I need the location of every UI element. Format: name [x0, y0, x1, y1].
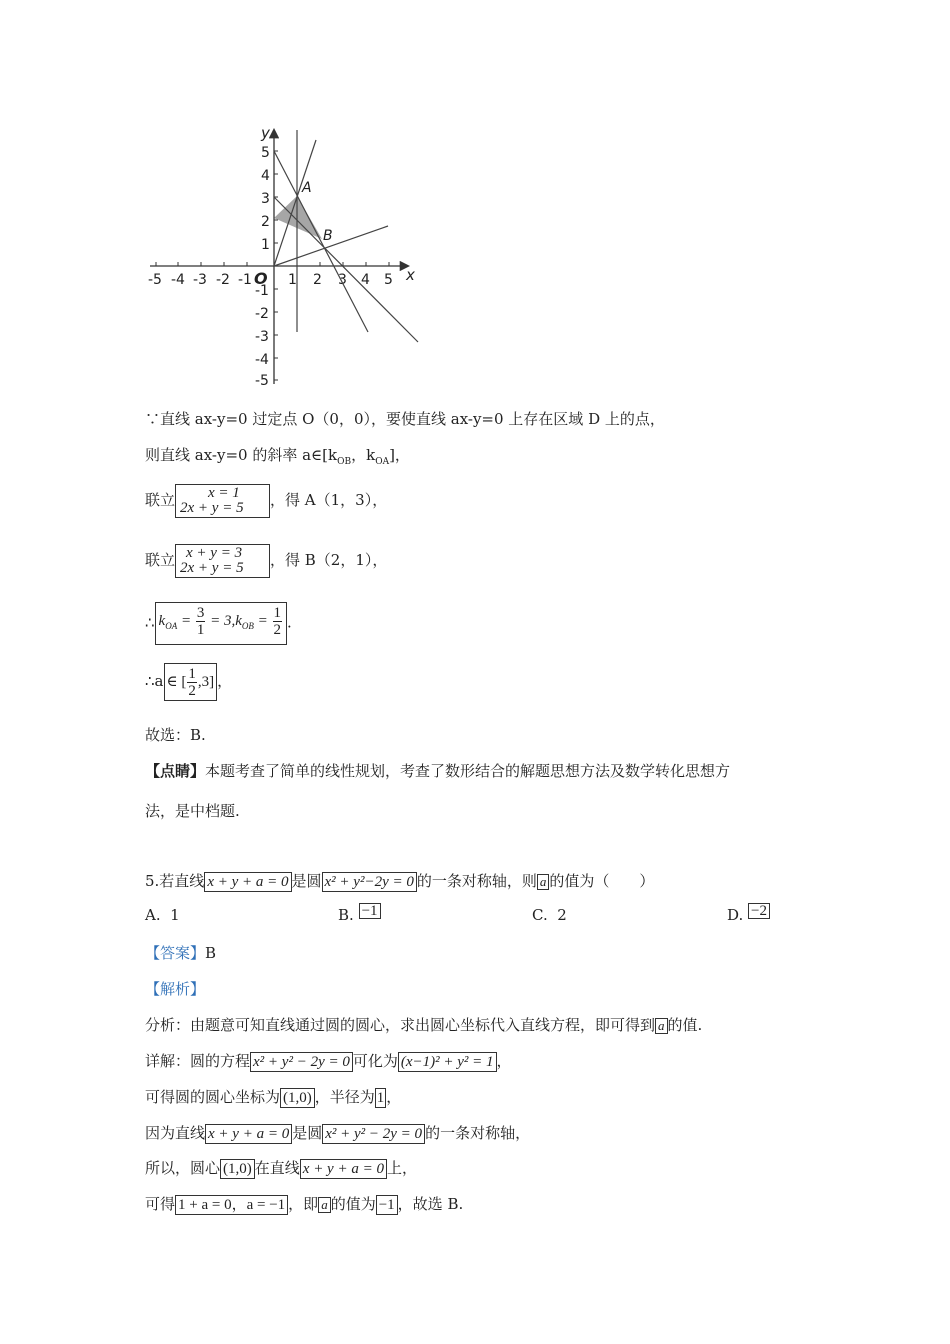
- circle-text: 是圆: [292, 1124, 323, 1142]
- y-tick-label: 1: [261, 237, 270, 253]
- y-tick-label: -4: [255, 352, 269, 368]
- answer-value: B: [205, 944, 217, 962]
- sub-oa: OA: [165, 621, 178, 631]
- on-text: 上，: [386, 1159, 417, 1177]
- analysis-tag-line: [145, 978, 205, 1000]
- point-a-label: A: [302, 180, 312, 196]
- x-tick-label: -2: [216, 272, 230, 288]
- y-tick-label: -3: [255, 329, 269, 345]
- x-tick-label: 2: [313, 272, 322, 288]
- circle-equation: x² + y² − 2y = 0: [250, 1052, 353, 1072]
- radius-value: 1: [376, 1090, 385, 1106]
- y-axis-label: y: [261, 124, 270, 142]
- comma: ，: [386, 1088, 402, 1106]
- detail-line-2: [145, 1086, 401, 1108]
- y-tick-label: 3: [261, 191, 270, 207]
- line-equation: x + y + a = 0: [300, 1159, 387, 1179]
- answer-tag: 【答案】: [145, 944, 206, 962]
- lianli-label: 联立: [145, 551, 176, 569]
- x-axis-label: x: [406, 266, 415, 284]
- coordinate-graph: [140, 122, 440, 392]
- solution-value: −1: [376, 1195, 398, 1215]
- therefore-a: ∴a: [145, 672, 164, 690]
- sub-ob: OB: [337, 457, 352, 467]
- equation-system-a: [175, 484, 270, 518]
- circle-equation: x² + y²−2y = 0: [322, 872, 417, 892]
- y-tick-label: 2: [261, 214, 270, 230]
- analysis-suffix: 的值.: [667, 1016, 703, 1034]
- k-symbol: k: [235, 613, 242, 629]
- get-text: 可得: [145, 1195, 176, 1213]
- value-text: 的值为: [330, 1195, 376, 1213]
- range-formula: [164, 663, 218, 701]
- therefore-symbol: ∴: [145, 613, 155, 632]
- radius-text: ，半径为: [314, 1088, 375, 1106]
- x-tick-label: -4: [171, 272, 185, 288]
- x-tick-label: 3: [338, 272, 347, 288]
- q5-suffix: 的值为（ ）: [549, 872, 655, 890]
- fraction: $\frac{1}{2}$: [273, 605, 282, 639]
- slope-range-end: ]，: [389, 446, 410, 464]
- range-end: ,3]: [197, 674, 215, 690]
- equation-system-b: [175, 544, 270, 578]
- k-symbol: k: [158, 613, 166, 629]
- detail-line-1: [145, 1050, 512, 1072]
- origin-label: O: [254, 269, 268, 288]
- q5-prefix: 5.若直线: [145, 872, 205, 890]
- comma: ，: [217, 672, 233, 690]
- detail-line-4: [145, 1157, 417, 1179]
- circle-equation: x² + y² − 2y = 0: [322, 1124, 425, 1144]
- sub-ob: OB: [241, 621, 254, 631]
- equals: =: [253, 613, 272, 629]
- equation: x = 1: [208, 485, 240, 501]
- analysis-line: [145, 1014, 702, 1036]
- sub-oa: OA: [375, 457, 390, 467]
- x-tick-label: 4: [361, 272, 370, 288]
- analysis-tag: 【解析】: [145, 980, 206, 998]
- result-b: ，得 B（2，1），: [270, 551, 388, 569]
- dianjing-text: 本题考查了简单的线性规划，考查了数形结合的解题思想方法及数学转化思想方: [205, 762, 731, 780]
- slope-formula: [155, 602, 287, 645]
- option-d[interactable]: D. −2: [727, 906, 770, 924]
- line-equation: x + y + a = 0: [205, 1124, 292, 1144]
- period: .: [287, 613, 292, 632]
- y-tick-label: -2: [255, 306, 269, 322]
- x-tick-label: -3: [193, 272, 207, 288]
- feasible-region: [274, 196, 322, 239]
- option-a[interactable]: A. 1: [145, 906, 180, 924]
- option-c[interactable]: C. 2: [532, 906, 567, 924]
- x-tick-label: -5: [148, 272, 162, 288]
- center-coords: (1,0): [280, 1088, 315, 1108]
- text-line-4: [145, 544, 387, 578]
- text-line-8: [145, 760, 730, 782]
- fraction: $\frac{3}{1}$: [196, 605, 205, 639]
- x-tick-label: -1: [238, 272, 252, 288]
- line-x-y-3: [274, 197, 418, 342]
- standard-form-equation: (x−1)² + y² = 1: [398, 1052, 497, 1072]
- analysis-text: 分析：由题意可知直线通过圆的圆心，求出圆心坐标代入直线方程，即可得到: [145, 1016, 656, 1034]
- because-text: 因为直线: [145, 1124, 206, 1142]
- equation: x + y = 3: [186, 545, 243, 561]
- detail-line-3: [145, 1122, 530, 1144]
- y-tick-label: -1: [255, 283, 269, 299]
- option-b[interactable]: B. −1: [338, 906, 381, 924]
- var-a: a: [655, 1018, 668, 1034]
- detail-mid: 可化为: [352, 1052, 398, 1070]
- so-text: 所以，圆心: [145, 1159, 221, 1177]
- x-tick-label: 5: [384, 272, 393, 288]
- axis-text: 的一条对称轴，: [425, 1124, 531, 1142]
- detail-prefix: 详解：圆的方程: [145, 1052, 251, 1070]
- text-line-2: [145, 444, 410, 473]
- line-equation: x + y + a = 0: [204, 872, 291, 892]
- x-tick-label: 1: [288, 272, 297, 288]
- equation: 2x + y = 5: [180, 560, 244, 576]
- comma: ，: [496, 1052, 512, 1070]
- equals-value: = 3,: [206, 613, 236, 629]
- slope-range-mid: ，k: [351, 446, 376, 464]
- var-a: a: [318, 1197, 331, 1213]
- y-tick-label: 5: [261, 145, 270, 161]
- result-a: ，得 A（1，3），: [270, 491, 388, 509]
- answer-line: [145, 942, 216, 964]
- center-text: 可得圆的圆心坐标为: [145, 1088, 281, 1106]
- solution-equation: 1 + a = 0，a = −1: [175, 1195, 288, 1215]
- q5-mid: 是圆: [291, 872, 322, 890]
- text-line-1: ∵直线 ax-y=0 过定点 O（0，0），要使直线 ax-y=0 上存在区域 D 上的点，: [145, 410, 665, 428]
- q5-mid2: 的一条对称轴，则: [416, 872, 537, 890]
- line-2x-y-5: [274, 151, 368, 332]
- y-tick-label: -5: [255, 373, 269, 389]
- slope-range-text: 则直线 ax-y=0 的斜率 a∈[k: [145, 446, 338, 464]
- var-a: a: [537, 874, 550, 890]
- text-line-9: 法，是中档题.: [145, 802, 240, 820]
- element-of: ∈ [: [166, 674, 187, 690]
- dianjing-tag: 【点睛】: [145, 762, 206, 780]
- equation: 2x + y = 5: [180, 500, 244, 516]
- center-coords: (1,0): [220, 1159, 255, 1179]
- text-line-6: [145, 662, 232, 701]
- equals: =: [177, 613, 195, 629]
- question-5: [145, 870, 654, 892]
- namely-text: ，即: [288, 1195, 319, 1213]
- lianli-label: 联立: [145, 491, 176, 509]
- y-tick-label: 4: [261, 168, 270, 184]
- fraction: $\frac{1}{2}$: [188, 666, 196, 700]
- text-line-7: 故选：B.: [145, 726, 206, 744]
- text-line-5: [145, 602, 292, 645]
- choose-b-text: ，故选 B.: [397, 1195, 464, 1213]
- text-line-3: [145, 484, 387, 518]
- on-line-text: 在直线: [254, 1159, 300, 1177]
- point-b-label: B: [323, 228, 333, 244]
- detail-line-5: [145, 1193, 463, 1215]
